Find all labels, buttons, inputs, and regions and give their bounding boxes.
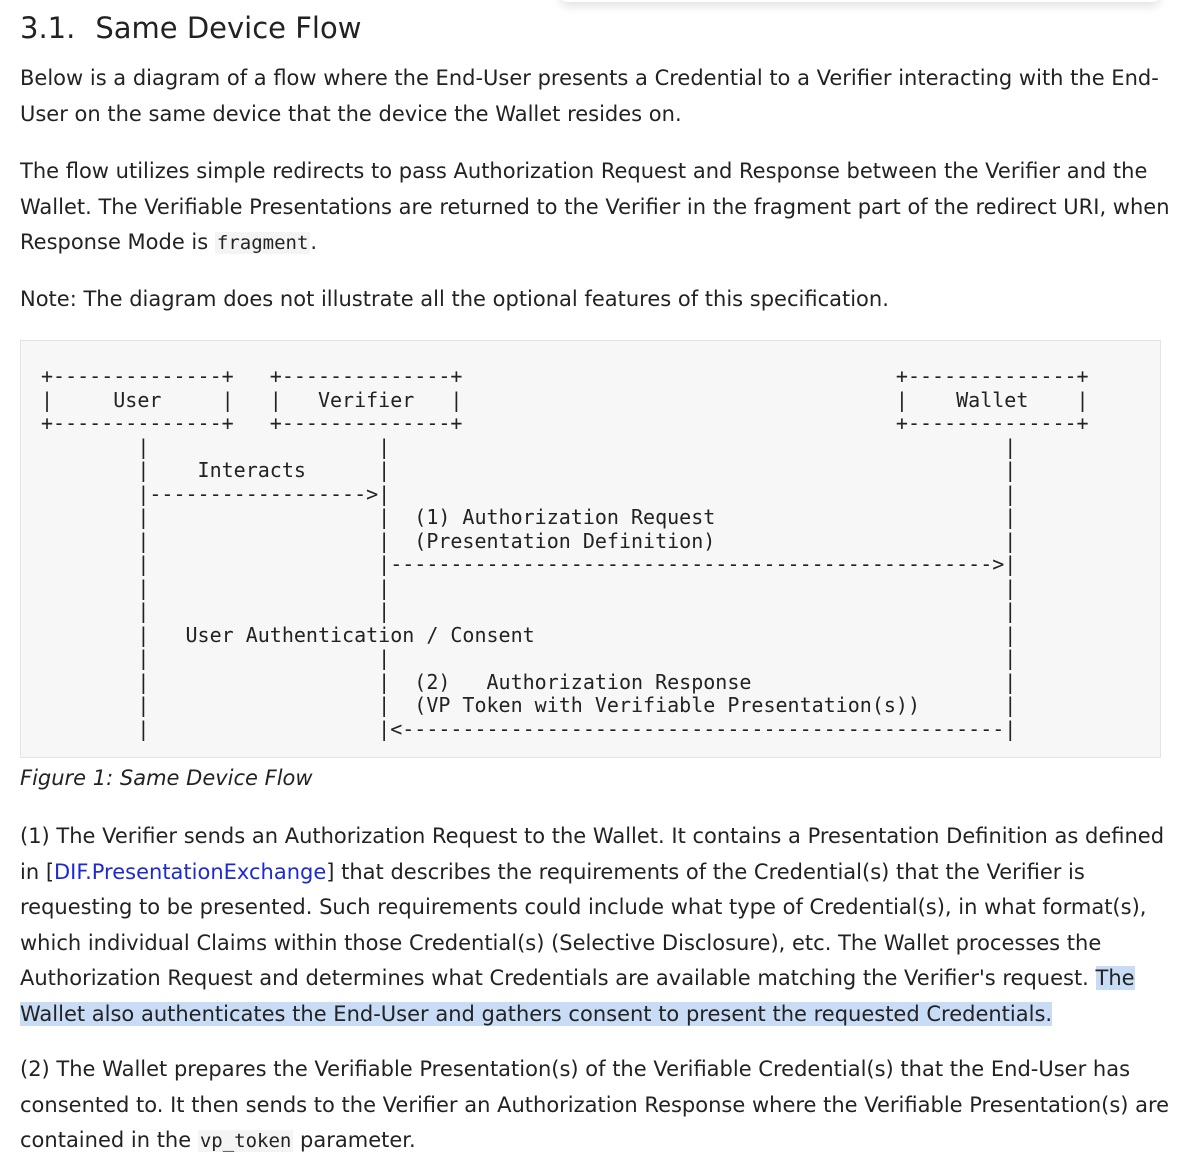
step1-text-continued: ] that describes the requirements of the Credential(s) that the Verifier is requesting to be presented. Such requirements could include what type of Credential(s), in what format(s), which individual Claims within those Credential(s) (Selective Disclosure), etc. The Wallet processes the Authorization Request and determines what Credentials are available matching the Verifier's request.	[20, 859, 1147, 990]
vp-token-code: vp_token	[199, 1130, 292, 1152]
floating-panel-shadow	[560, 0, 1160, 2]
step2-paragraph	[20, 1052, 1170, 1160]
ascii-diagram: +--------------+ +--------------+ +--------------+ | User | | Verifier | | Wallet | +--------------+ +--------------+ +--------------+ | | | | Interacts | | |------------------>| | | | (1) Authorization Request | | | (Presentation Definition) | | |-------------------------------------------------->| | | | | | | | User Authentication / Consent | | | | | | (2) Authorization Response | | | (VP Token with Verifiable Presentation(s)) | | |<--------------------------------------------------|	[41, 364, 1089, 741]
intro-paragraph: Below is a diagram of a flow where the End-User presents a Credential to a Verifier interacting with the End-User on the same device that the device the Wallet resides on.	[20, 66, 1159, 126]
flow-paragraph	[20, 154, 1170, 262]
section-title: Same Device Flow	[95, 11, 362, 45]
flow-text: The flow utilizes simple redirects to pass Authorization Request and Response between the Verifier and the Wallet. The Verifiable Presentations are returned to the Verifier in the fragment part of the redirect URI, when Response Mode is	[20, 159, 1170, 254]
step1-text: (1) The Verifier sends an Authorization Request to the Wallet. It contains a Presentation Definition as defined in [	[20, 824, 1165, 884]
flow-text-end: .	[310, 230, 318, 254]
dif-presentation-exchange-link[interactable]: DIF.PresentationExchange	[54, 859, 327, 884]
step2-text: (2) The Wallet prepares the Verifiable Presentation(s) of the Verifiable Credential(s) that the End-User has consented to. It then sends to the Verifier an Authorization Response where the Verifiable Presentation(s) are contained in the	[20, 1057, 1170, 1152]
step1-paragraph	[20, 819, 1170, 1032]
note-paragraph: Note: The diagram does not illustrate all the optional features of this specification.	[20, 287, 889, 311]
sequence-diagram	[20, 340, 1161, 758]
step2-text-end: parameter.	[293, 1128, 416, 1152]
section-number: 3.1.	[20, 11, 76, 45]
figure-caption: Figure 1: Same Device Flow	[20, 766, 313, 790]
section-heading	[20, 8, 361, 48]
highlighted-text: The Wallet also authenticates the End-User and gathers consent to present the requested Credentials.	[20, 966, 1135, 1026]
fragment-code: fragment	[216, 232, 309, 254]
